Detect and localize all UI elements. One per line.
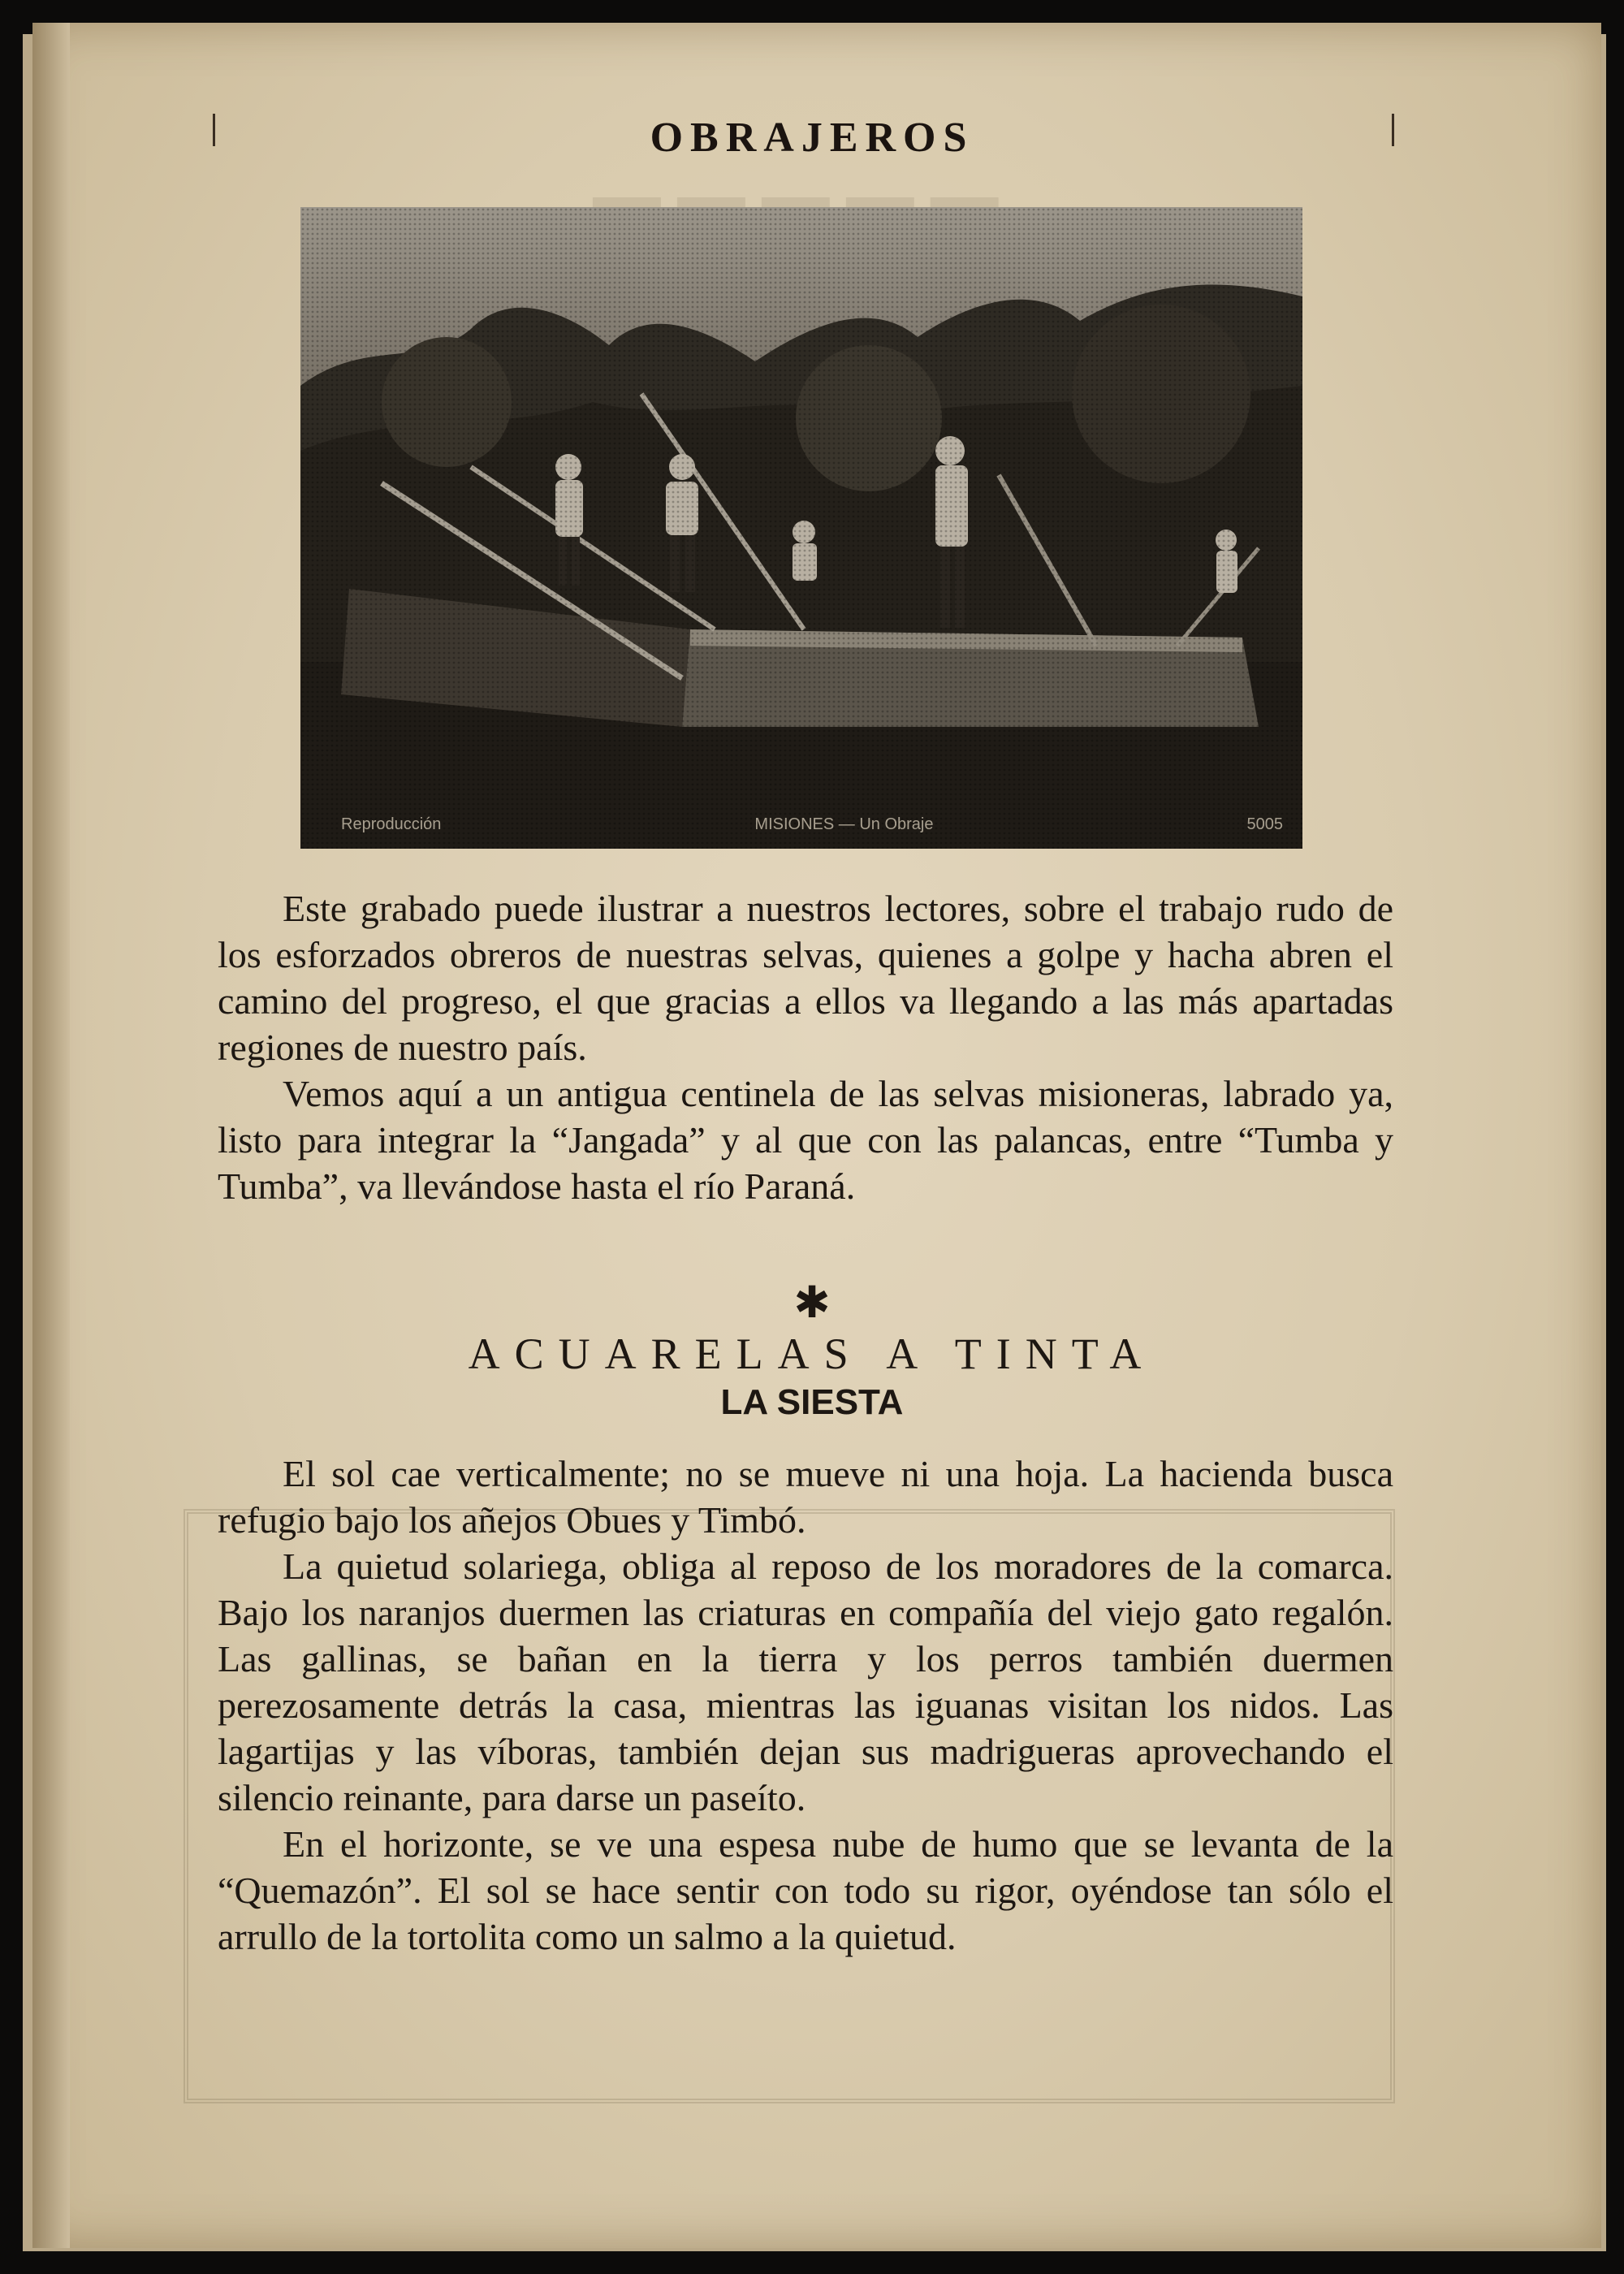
section-subtitle: LA SIESTA [720,1382,904,1422]
photo-caption-center: MISIONES — Un Obraje [754,815,934,833]
photo-caption-left: Reproducción [341,815,442,833]
intro-paragraph: Este grabado puede ilustrar a nuestros lectores, sobre el trabajo rudo de los esforzados obreros de nuestras selvas, quienes a golpe y hacha abren el camino del progreso, el que gracias a ellos va llegando a las más apartadas regiones de nuestro país. [218,888,1393,1068]
section-text [218,1450,1393,1960]
photo-caption [341,815,1283,834]
section-paragraph: En el horizonte, se ve una espesa nube de humo que se levanta de la “Quemazón”. El sol se hace sentir con todo su rigor, oyéndose tan sólo el arrullo de la tortolita como un salmo a la quietud. [218,1823,1393,1957]
page-gutter [32,23,70,2248]
running-head: OBRAJEROS [650,115,974,161]
section-title: ACUARELAS A TINTA [468,1329,1156,1378]
section-paragraph: La quietud solariega, obliga al reposo de los moradores de la comarca. Bajo los naranjos duermen las criaturas en compañía del viejo gato regalón. Las gallinas, se bañan en la tierra y los perros también duermen perezosamente detrás la casa, mientras las iguanas visitan los nidos. Las lagartijas y las víboras, también dejan sus madrigueras aprovechando el silencio reinante, para darse un paseíto. [218,1546,1393,1818]
star-ornament-icon: ✱ [793,1277,831,1328]
section-paragraph: El sol cae verticalmente; no se mueve ni una hoja. La hacienda busca refugio bajo los añejos Obues y Timbó. [218,1453,1393,1541]
photo-illustration [300,207,1302,849]
photo-caption-right: 5005 [1246,815,1283,833]
obraje-photograph [300,207,1302,849]
intro-paragraph: Vemos aquí a un antigua centinela de las selvas misioneras, labrado ya, listo para integrar la “Jangada” y al que con las palancas, entre “Tumba y Tumba”, va llevándose hasta el río Paraná. [218,1073,1393,1207]
intro-text [218,885,1393,1209]
